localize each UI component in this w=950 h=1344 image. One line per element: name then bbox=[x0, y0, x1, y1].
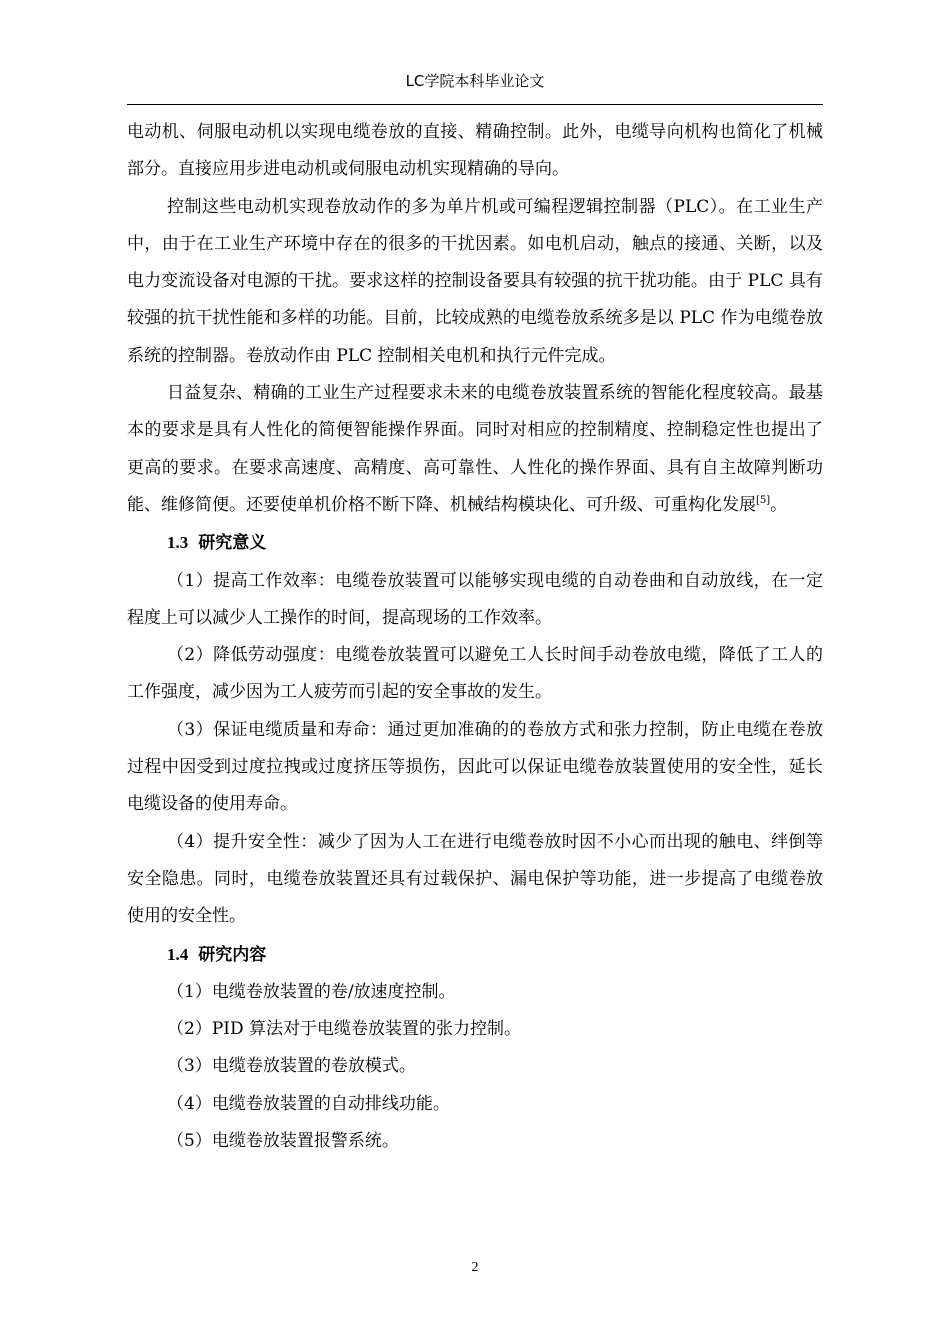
body-paragraph-2: 控制这些电动机实现卷放动作的多为单片机或可编程逻辑控制器（PLC）。在工业生产中，由于在工业生产环境中存在的很多的干扰因素。如电机启动，触点的接通、关断，以及电力变流设备对电源的干扰。要求这样的控制设备要具有较强的抗干扰功能。由于 PLC 具有较强的抗干扰性能和多样的功能。目前，比较成熟的电缆卷放系统多是以 PLC 作为电缆卷放系统的控制器。卷放动作由 PLC 控制相关电机和执行元件完成。 bbox=[127, 196, 823, 366]
citation-ref: [5] bbox=[756, 494, 771, 506]
page-body bbox=[127, 114, 823, 1160]
running-header-title: LC学院本科毕业论文 bbox=[405, 72, 545, 90]
content-item-4: （4）电缆卷放装置的自动排线功能。 bbox=[167, 1093, 450, 1114]
section-heading-1-3 bbox=[127, 524, 823, 562]
header-rule bbox=[127, 104, 823, 105]
page-number: 2 bbox=[471, 1260, 479, 1275]
content-item-5: （5）电缆卷放装置报警系统。 bbox=[167, 1131, 399, 1152]
body-paragraph-3-text: 日益复杂、精确的工业生产过程要求未来的电缆卷放装置系统的智能化程度较高。最基本的要求是具有人性化的简便智能操作界面。同时对相应的控制精度、控制稳定性也提出了更高的要求。在要求高速度、高精度、高可靠性、人性化的操作界面、具有自主故障判断功能、维修简便。还要使单机价格不断下降、机械结构模块化、可升级、可重构化发展 bbox=[127, 383, 823, 515]
significance-item-2: （2）降低劳动强度：电缆卷放装置可以避免工人长时间手动卷放电缆，降低了工人的工作强度，减少因为工人疲劳而引起的安全事故的发生。 bbox=[127, 645, 823, 703]
section-number: 1.3 bbox=[167, 533, 189, 553]
body-paragraph-3-end: 。 bbox=[770, 494, 788, 515]
section-heading-1-4 bbox=[127, 936, 823, 974]
body-paragraph-3 bbox=[127, 375, 823, 524]
content-item-1: （1）电缆卷放装置的卷/放速度控制。 bbox=[167, 981, 456, 1002]
section-title: 研究内容 bbox=[198, 944, 267, 965]
significance-item-3: （3）保证电缆质量和寿命：通过更加准确的的卷放方式和张力控制，防止电缆在卷放过程中因受到过度拉拽或过度挤压等损伤，因此可以保证电缆卷放装置使用的安全性，延长电缆设备的使用寿命。 bbox=[127, 719, 823, 815]
body-paragraph-1: 电动机、伺服电动机以实现电缆卷放的直接、精确控制。此外，电缆导向机构也简化了机械部分。直接应用步进电动机或伺服电动机实现精确的导向。 bbox=[127, 122, 823, 180]
section-number: 1.4 bbox=[167, 944, 189, 964]
section-title: 研究意义 bbox=[198, 533, 267, 554]
content-item-3: （3）电缆卷放装置的卷放模式。 bbox=[167, 1056, 416, 1077]
content-item-2: （2）PID 算法对于电缆卷放装置的张力控制。 bbox=[167, 1019, 522, 1040]
significance-item-4: （4）提升安全性：减少了因为人工在进行电缆卷放时因不小心而出现的触电、绊倒等安全隐患。同时，电缆卷放装置还具有过载保护、漏电保护等功能，进一步提高了电缆卷放使用的安全性。 bbox=[127, 831, 823, 927]
significance-item-1: （1）提高工作效率：电缆卷放装置可以能够实现电缆的自动卷曲和自动放线，在一定程度上可以减少人工操作的时间，提高现场的工作效率。 bbox=[127, 570, 823, 628]
